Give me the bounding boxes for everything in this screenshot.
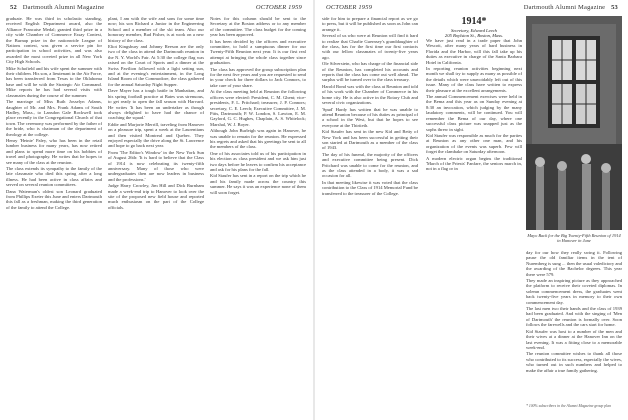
column-paragraph: Eliot Kingsbury and Johnny Reeson are the only two of the class in attend the Dartmouth reunion in the N. Y. World's Fair. At 5:30 the college flag was raised on the Court of Sports and a dinner at the Swiss Pavilion followed with a light setting sun, and at the evening's entertainment, in the Long Island Room of the Commodore, the class gathered for the annual Saturday Night Supper. [108,44,204,87]
reunion-photo [526,16,622,230]
right-magazine-title: Dartmouth Alumni Magazine [523,4,606,11]
column-paragraph: The class has approved the group subscription plan for the next five years and you are requested to send in your check for three dollars to Jack Connors, to take care of your share. [210,66,306,88]
column-paragraph: Mike Schofield and his wife spent the summer with their children. His son, a lieutenant in the Air Force, has been transferred from Texas to the Oklahoma base and will be with the Strategic Air Command. Mike reports he has had several visits with classmates during the course of the summer. [6,65,102,98]
column-paragraph: plant, I am with the wife and sons for some time now; his son Richard a Junior in the Engineering School and a member of the ski team. Also our honorary member, Bud Fisher, is at work on a new history of the class. [108,16,204,43]
left-page-number: 52 [10,4,17,11]
class-heading [426,16,522,38]
subscription-footnote: * 100% subscribers in the Alumni Magazine group plan [526,404,612,408]
column-paragraph: Kid Staufer has sent in a report on the trip which he and his family made across the country this summer. He says it was an experience none of them will soon forget. [210,173,306,195]
column-paragraph: Kid Staufer was host to a number of the men and their wives at a dinner at the Hanover Inn on the last evening. It was a fitting close to a memorable week-end. [526,328,622,350]
column-paragraph: The reunion committee wishes to thank all those who contributed to its success, especially the wives, who turned out in such numbers and helped to make the affair a true family gathering. [526,351,622,373]
column-paragraph: Henry 'Heinie' Paley, who has been in the retail lumber business for many years, has now retired and plans to spend more time on his hobbies of travel and photography. He writes that he hopes to see many of the class at the reunion. [6,137,102,165]
reunion-photo-image [526,16,622,230]
column-paragraph: Although John Burleigh was again in Hanover, he was unable to remain for the reunion. He expressed his regrets and asked that his greetings be sent to all the members of the class. [210,128,306,150]
column-paragraph: 'Spud' Hardy has written that he was unable to attend Reunion because of his duties as principal of a school in the West, but that he hopes to see everyone at the Thirtieth. [322,106,418,128]
column-paragraph: Notes for this column should be sent to the Secretary at the Boston address or to any member of the committee. The class budget for the coming year has been approved. [210,16,306,38]
text-column-4 [322,16,418,414]
column-paragraph: They made an inspiring picture as they approached the platform to receive their coveted diplomas. In solemn commencement dress, the graduates went back twenty-five years in memory to their own commencement day. [526,278,622,305]
column-paragraph: Several of us who were at Reunion will find it hard to realize that Charlie Guernsey's granddaughter of the class, has for the first time our first contacts with our fellow classmates of twenty-five years ago. [322,33,418,60]
text-column-1 [6,16,102,414]
column-paragraph: Judge Harry Crowley, Jim Hill and Dick Burnham made a week-end trip to Hanover to look over the site of the proposed new field house and reported much enthusiasm on the part of the College officials. [108,183,204,210]
column-paragraph: Dave Mayer has a tough battle in Manhattan, and his spring football practice at Bates was strenuous, to get ready to open the fall season with Harvard. He writes 'It has been an undertaker as though always delighted to have had the chance of coaching the squad.' [108,88,204,121]
text-column-6 [526,250,622,400]
column-paragraph: In reporting reunion activities beginning next month we shall try to supply as many as possible of the details which were unavoidably left out of this issue. Many of the class have written to express their pleasure at the excellent arrangements. [426,66,522,93]
photo-caption: Mayo Back for the Big Twenty-Fifth Reunion of 1914 in Hanover in June [527,233,621,243]
text-column-5 [426,38,522,414]
left-issue-date: OCTOBER 1959 [255,4,302,11]
column-paragraph: graduate. He was third in scholastic standing, received English Department award, also the Alliance Francaise Medal; granted third prize in a city wide Chamber of Commerce Essay Contest, the Burnap prize in the nationwide League of Nations contest, was given a service pin for participation in school activities, and was also awarded the most coveted prize in all New York City High Schools. [6,16,102,65]
column-paragraph: day for our how they really swing it. Following pause the old familiar items in the tent of Nuremberg is sung ... then the usual valedictory and the awarding of the Bachelor degrees. This year there were 579. [526,250,622,277]
column-paragraph: Kid Staufer was responsible as much for the parties at Reunion as any other one man, and his organization of the events was superb. Few will forget the clambake on Saturday afternoon. [426,132,522,155]
column-paragraph: At the class meeting held at Reunion the following officers were elected: President, C. M. Ghent; vice-presidents, F. L. Pritchard; treasurer, J. P. Connors; secretary, C. E. Leech; Executive Committee, J. M. Pitts, Dartmouth; P. W. London, S. Lawton, E. M. Gaylord, G. C. Hughes, Chaplain, A. S. Whitelock; Marshal, W. J. Boyer. [210,89,306,127]
column-paragraph: The class extends its sympathy to the family of the late classmate who died this spring after a long illness. He had been active in class affairs and served on several reunion committees. [6,165,102,188]
secretary-address: 205 Boylston St., Boston, Mass. [444,33,504,39]
class-secretary: Secretary, Edward Leech [451,28,497,33]
column-paragraph: Eddie and Marjorie Merrill, traveling from Hanover on a pleasure trip, spent a week at the Laurentians and then visited Montreal and Quebec. They enjoyed especially the drive along the St. Lawrence and hope to go back next year. [108,121,204,149]
text-column-3 [210,16,306,414]
right-page-number: 53 [611,4,618,11]
left-magazine-title: Dartmouth Alumni Magazine [22,4,105,11]
column-paragraph: From 'The Editor's Window' in the New York Sun of August 26th: 'It is hard to believe that the Class of 1914 is now celebrating its twenty-fifth anniversary. Many of those who were undergraduates then are now leaders in business and the professions.' [108,149,204,182]
left-page-header [6,4,306,11]
column-paragraph: A modern electric organ begins the traditional 'March of the Priests' Fanfare, the seniors march in, not in a flag or in [426,155,522,172]
column-paragraph: One of his associates told us of his participation in his election as class president and we ask him just two days before he leaves to confirm his acceptance and ask for his plans for the fall. [210,150,306,172]
page-gutter [313,0,315,420]
column-paragraph: The marriage of Miss Ruth Josselyn Adams, daughter of Mr. and Mrs. Frank Adams of South Hadley, Mass., to Lansdon Gale Rockwell took place recently in the Congregational Church of that town. The ceremony was performed by the father of the bride, who is chairman of the department of theology at the college. [6,99,102,137]
column-paragraph: The annual Commencement exercises were held in the Bema and this year as on Sunday evening at 8:30 an invocation, which judging by the many laudatory comments, will be continued. You will remember the Bema of our day, where one successful class picture was snapped just as the sophs threw in sight. [426,94,522,132]
text-column-2 [108,16,204,414]
right-issue-date: OCTOBER 1959 [326,4,373,11]
column-paragraph: Harold Bond was with the class at Reunion and told of his work with the Chamber of Commerce in his home city. He is also active in the Rotary Club and several civic organizations. [322,83,418,106]
column-paragraph: Dana Waterman's oldest son Leonard graduated from Phillips Exeter this June and enters Dartmouth this fall as a freshman, making the third generation of the family to attend the College. [6,188,102,210]
right-page-header [322,4,622,11]
column-paragraph: The day of his funeral, the majority of the officers and executive committee being present. Dick Pritchard was unable to come for the reunion, and as the class attended in a body, it was a sad occasion for all. [322,151,418,179]
column-paragraph: It has been decided by the officers and executive committee, to hold a sumptuous dinner for our Twenty-Fifth Reunion next year. It is our first real attempt at bringing the whole class together since graduation. [210,38,306,66]
column-paragraph: side for him to prepare a financial report as we go to press, but it will be published as soon as John can arrange it. [322,16,418,32]
column-paragraph: Ole Silverstein, who has charge of the financial side of the Reunion, has completed his accounts and reports that the class has come out well ahead. The surplus will be turned over to the class treasury. [322,61,418,83]
column-paragraph: In that meeting likewise it was voted that the class contribution to the Class of 1914 Memorial Fund be transferred to the treasurer of the College. [322,179,418,196]
class-year: 1914* [461,16,487,27]
column-paragraph: The last men two their hands and the class of 1939 had been graduated. And with the singing of 'Men of Dartmouth' the reunion is formally over. Soon follows the farewells and the cars start for home. [526,306,622,328]
column-paragraph: We have just read in a trade paper that John Wescott, after many years of hard business in Florida and the Harbor, will this fall take up his duties as executive in charge of the Santa Barbara Hotel in California. [426,38,522,65]
column-paragraph: Kid Staufer has sent in the new Kid and Betty of New York and has been successful in getting their son started at Dartmouth as a member of the class of 1943. [322,129,418,151]
